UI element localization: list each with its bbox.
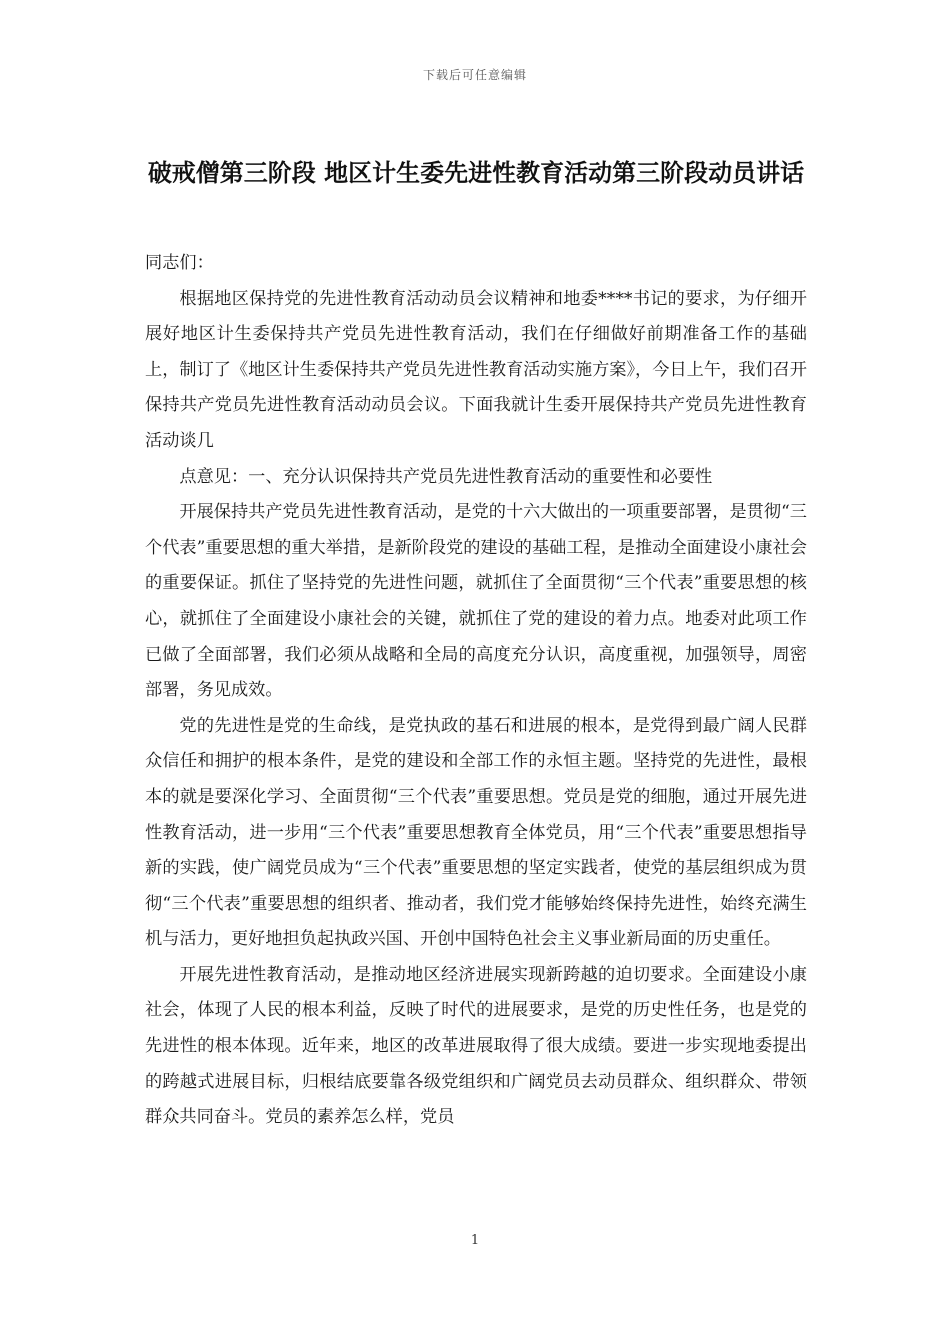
paragraph: 开展保持共产党员先进性教育活动，是党的十六大做出的一项重要部署，是贯彻“三个代表”重要思想的重大举措，是新阶段党的建设的基础工程，是推动全面建设小康社会的重要保证。抓住了坚持党的先进性问题，就抓住了全面贯彻“三个代表”重要思想的核心，就抓住了全面建设小康社会的关键，就抓住了党的建设的着力点。地委对此项工作已做了全面部署，我们必须从战略和全局的高度充分认识，高度重视，加强领导，周密部署，务见成效。 — [145, 502, 807, 701]
paragraph: 根据地区保持党的先进性教育活动动员会议精神和地委****书记的要求，为仔细开展好地区计生委保持共产党员先进性教育活动，我们在仔细做好前期准备工作的基础上，制订了《地区计生委保持共产党员先进性教育活动实施方案》，今日上午，我们召开保持共产党员先进性教育活动动员会议。下面我就计生委开展保持共产党员先进性教育活动谈几 — [145, 288, 807, 451]
paragraph: 党的先进性是党的生命线，是党执政的基石和进展的根本，是党得到最广阔人民群众信任和拥护的根本条件，是党的建设和全部工作的永恒主题。坚持党的先进性，最根本的就是要深化学习、全面贯彻“三个代表”重要思想。党员是党的细胞，通过开展先进性教育活动，进一步用“三个代表”重要思想教育全体党员，用“三个代表”重要思想指导新的实践，使广阔党员成为“三个代表”重要思想的坚定实践者，使党的基层组织成为贯彻“三个代表”重要思想的组织者、推动者，我们党才能够始终保持先进性，始终充满生机与活力，更好地担负起执政兴国、开创中国特色社会主义事业新局面的历史重任。 — [145, 715, 807, 950]
paragraph: 点意见：一、充分认识保持共产党员先进性教育活动的重要性和必要性 — [179, 466, 713, 487]
document-body — [145, 246, 807, 1136]
paragraph: 开展先进性教育活动，是推动地区经济进展实现新跨越的迫切要求。全面建设小康社会，体现了人民的根本利益，反映了时代的进展要求，是党的历史性任务，也是党的先进性的根本体现。近年来，地区的改革进展取得了很大成绩。要进一步实现地委提出的跨越式进展目标，归根结底要靠各级党组织和广阔党员去动员群众、组织群众、带领群众共同奋斗。党员的素养怎么样，党员 — [145, 964, 807, 1128]
page-number: 1 — [470, 1233, 480, 1248]
header-note: 下载后可任意编辑 — [422, 68, 527, 82]
document-title: 破戒僧第三阶段 地区计生委先进性教育活动第三阶段动员讲话 — [147, 159, 805, 187]
salutation: 同志们： — [145, 253, 214, 273]
